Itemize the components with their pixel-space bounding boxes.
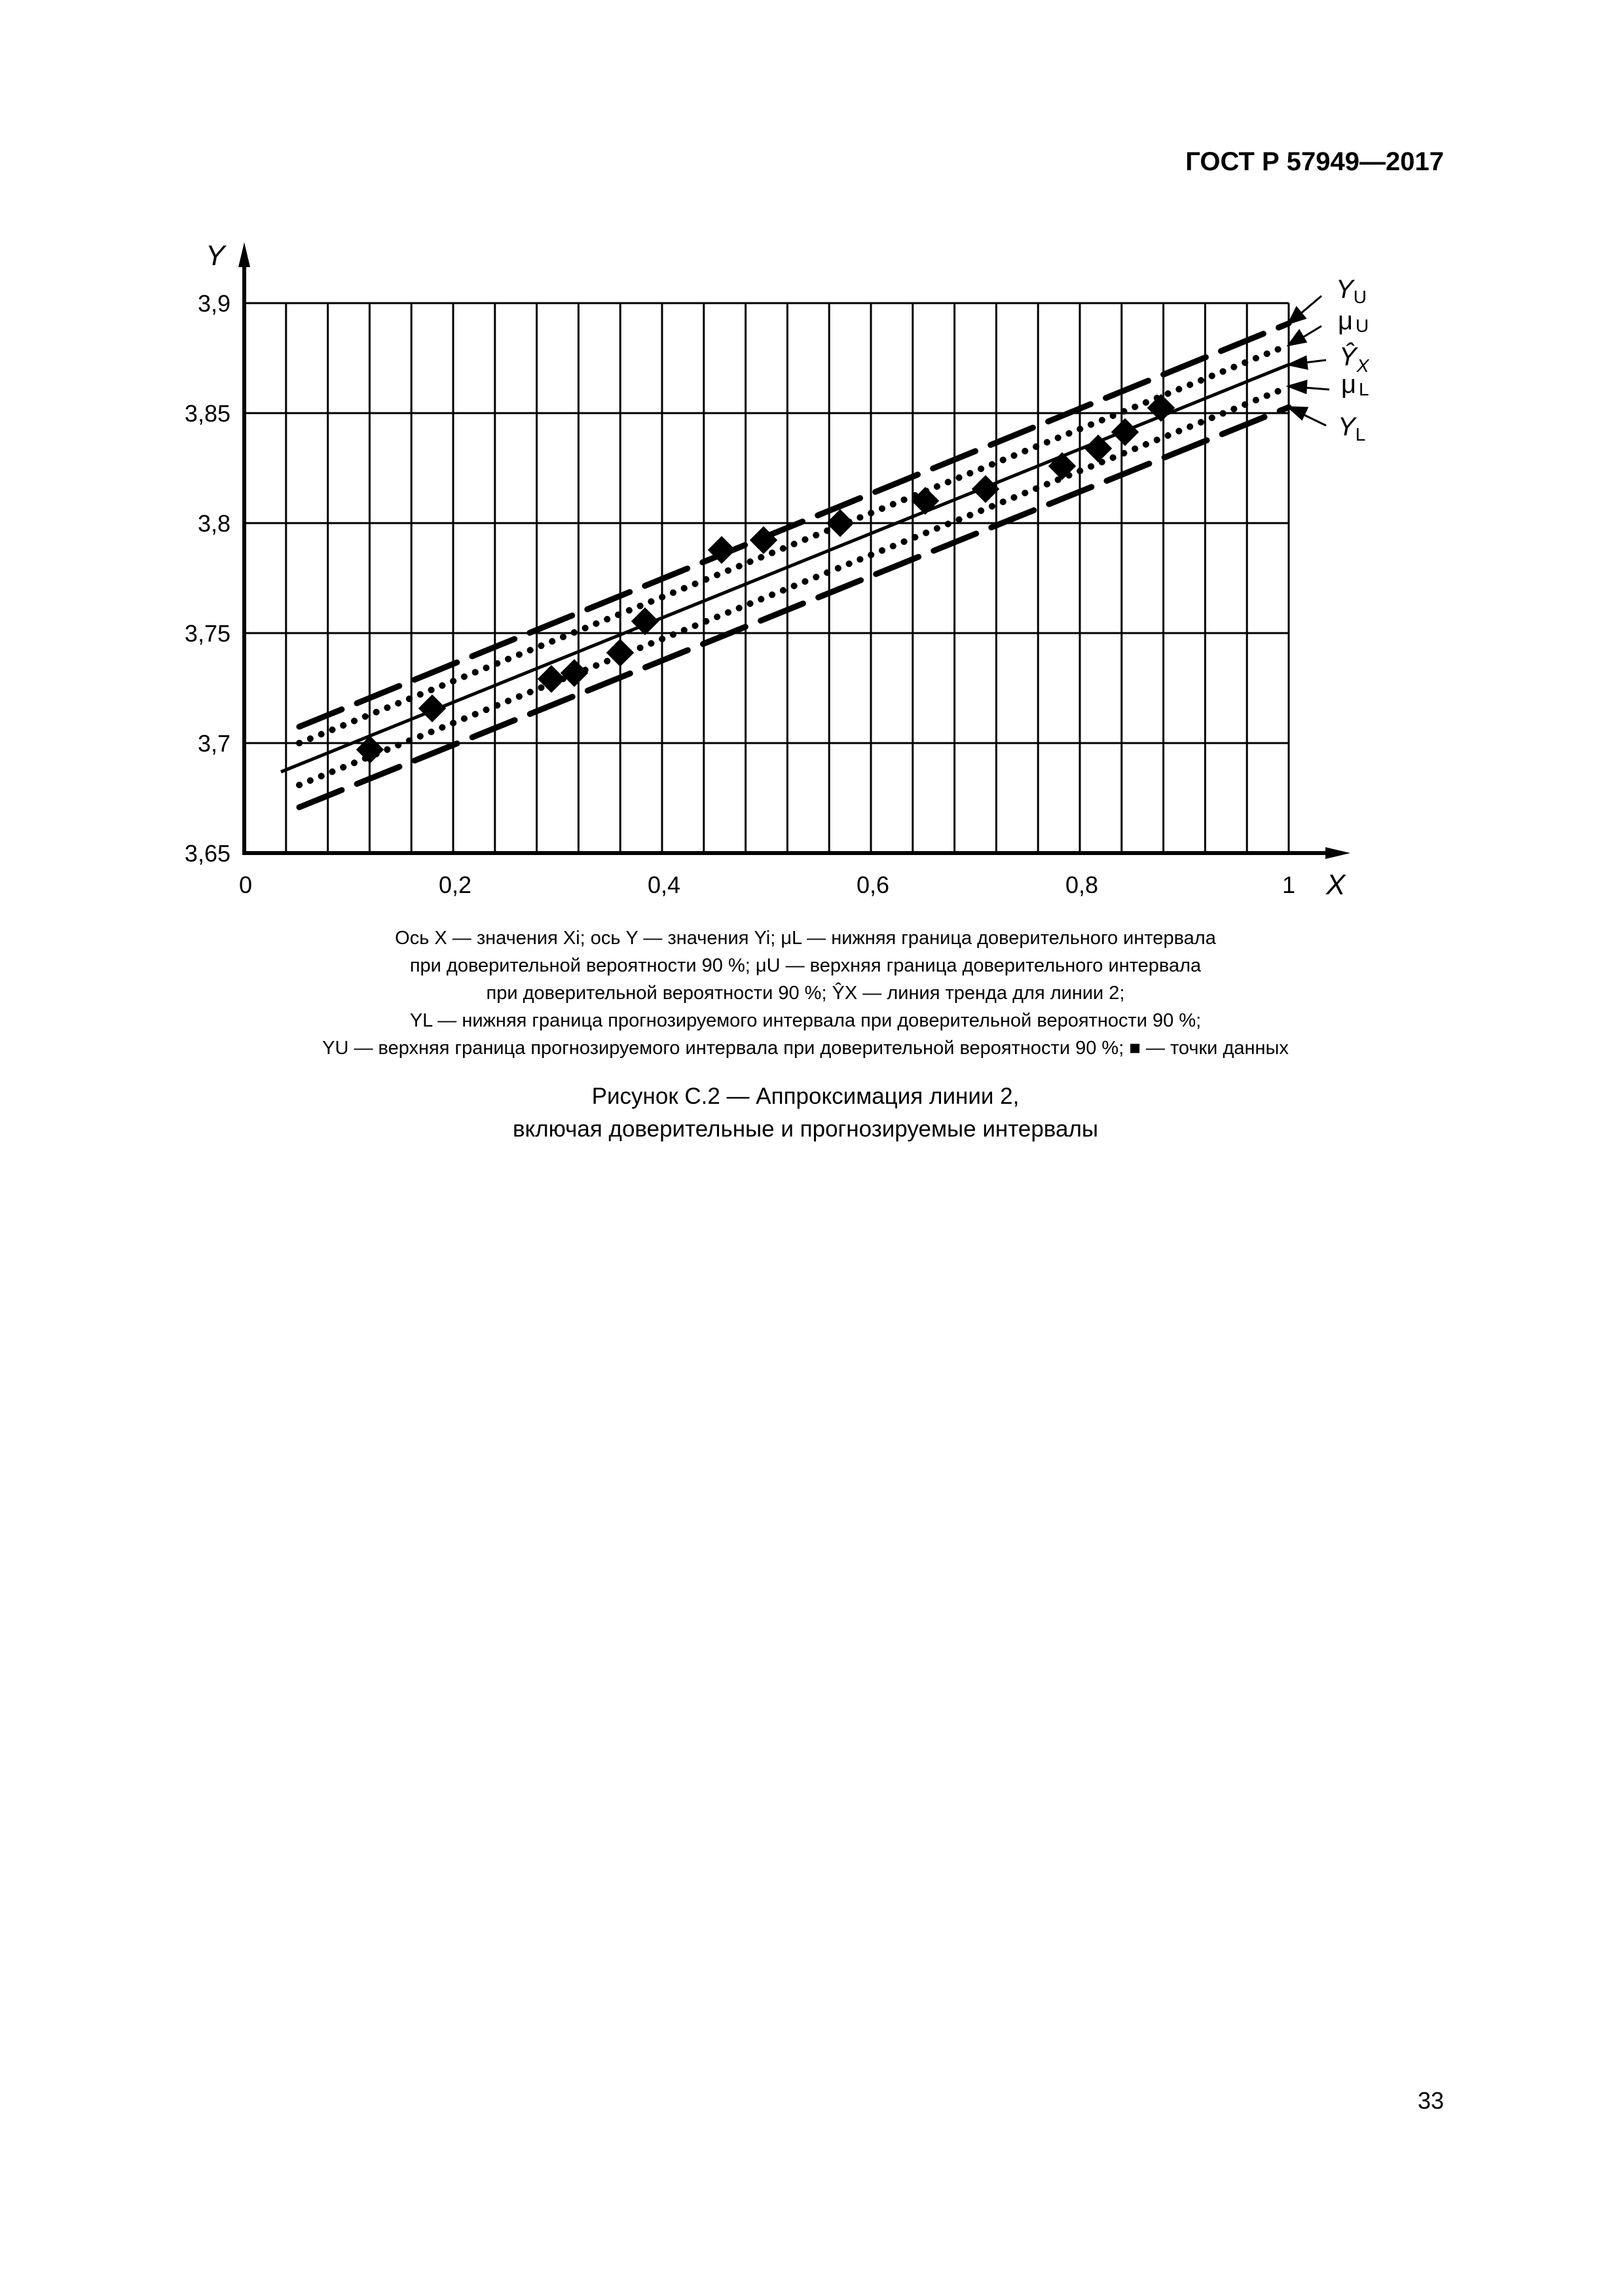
figure-title-line: Рисунок С.2 — Аппроксимация линии 2, [591, 1084, 1020, 1109]
x-axis [242, 847, 1350, 859]
legend-label-prediction-lower: $Y_L$ [1338, 412, 1366, 445]
data-point [972, 475, 999, 503]
y-tick-label: 3,75 [184, 620, 231, 647]
x-axis-label: X [1326, 869, 1346, 901]
y-axis-label: Y [206, 240, 225, 272]
legend-label-trend: $Ŷ_X$ [1339, 342, 1369, 376]
legend-label-confidence-lower: μ L [1341, 370, 1369, 399]
confidence-lower-line [299, 387, 1289, 785]
legend-arrows [1289, 296, 1329, 426]
prediction-lower-line [299, 407, 1289, 807]
prediction-upper-line [299, 323, 1289, 727]
legend-label-prediction-upper: $Y_U$ [1336, 275, 1367, 307]
figure-title-line: включая доверительные и прогнозируемые интервалы [512, 1116, 1099, 1142]
chart [0, 0, 1624, 930]
y-tick-label: 3,8 [197, 510, 231, 537]
data-point [631, 608, 659, 635]
caption-line: при доверительной вероятности 90 %; μU — верхняя граница доверительного интервала [409, 955, 1202, 976]
x-tick-label: 1 [1282, 871, 1296, 898]
y-tick-label: 3,85 [184, 400, 231, 427]
legend-label-confidence-upper: μ U [1338, 306, 1369, 336]
x-axis-arrow-icon [1325, 847, 1350, 859]
x-tick-label: 0 [238, 871, 253, 898]
x-tick-label: 0,2 [438, 871, 472, 898]
x-tick-label: 0,6 [856, 871, 890, 898]
data-point [561, 659, 588, 687]
data-point [912, 487, 939, 515]
data-point [606, 639, 634, 666]
x-tick-label: 0,4 [647, 871, 681, 898]
y-axis-arrow-icon [238, 242, 250, 267]
data-point [1111, 418, 1139, 446]
y-axis [238, 242, 250, 854]
caption-line: Ось X — значения Xi; ось Y — значения Yi; μL — нижняя граница доверительного интервала [395, 928, 1216, 949]
data-point [1147, 394, 1175, 422]
y-tick-label: 3,9 [197, 290, 231, 317]
caption-line: YL — нижняя граница прогнозируемого интервала при доверительной вероятности 90 %; [409, 1010, 1202, 1031]
caption-line: при доверительной вероятности 90 %; ŶX — линия тренда для линии 2; [486, 983, 1125, 1004]
data-point [418, 695, 446, 722]
confidence-upper-line [299, 345, 1289, 743]
y-tick-label: 3,7 [197, 730, 231, 757]
caption-line: YU — верхняя граница прогнозируемого интервала при доверительной вероятности 90 %; ■ — точки данных [322, 1038, 1289, 1059]
data-points [356, 394, 1175, 763]
document-header: ГОСТ Р 57949—2017 [1185, 147, 1444, 176]
figure-title [196, 1080, 1414, 1146]
y-tick-label: 3,65 [184, 840, 231, 867]
x-tick-label: 0,8 [1065, 871, 1099, 898]
page-number: 33 [1418, 2087, 1445, 2114]
chart-legend-caption [196, 924, 1414, 1062]
